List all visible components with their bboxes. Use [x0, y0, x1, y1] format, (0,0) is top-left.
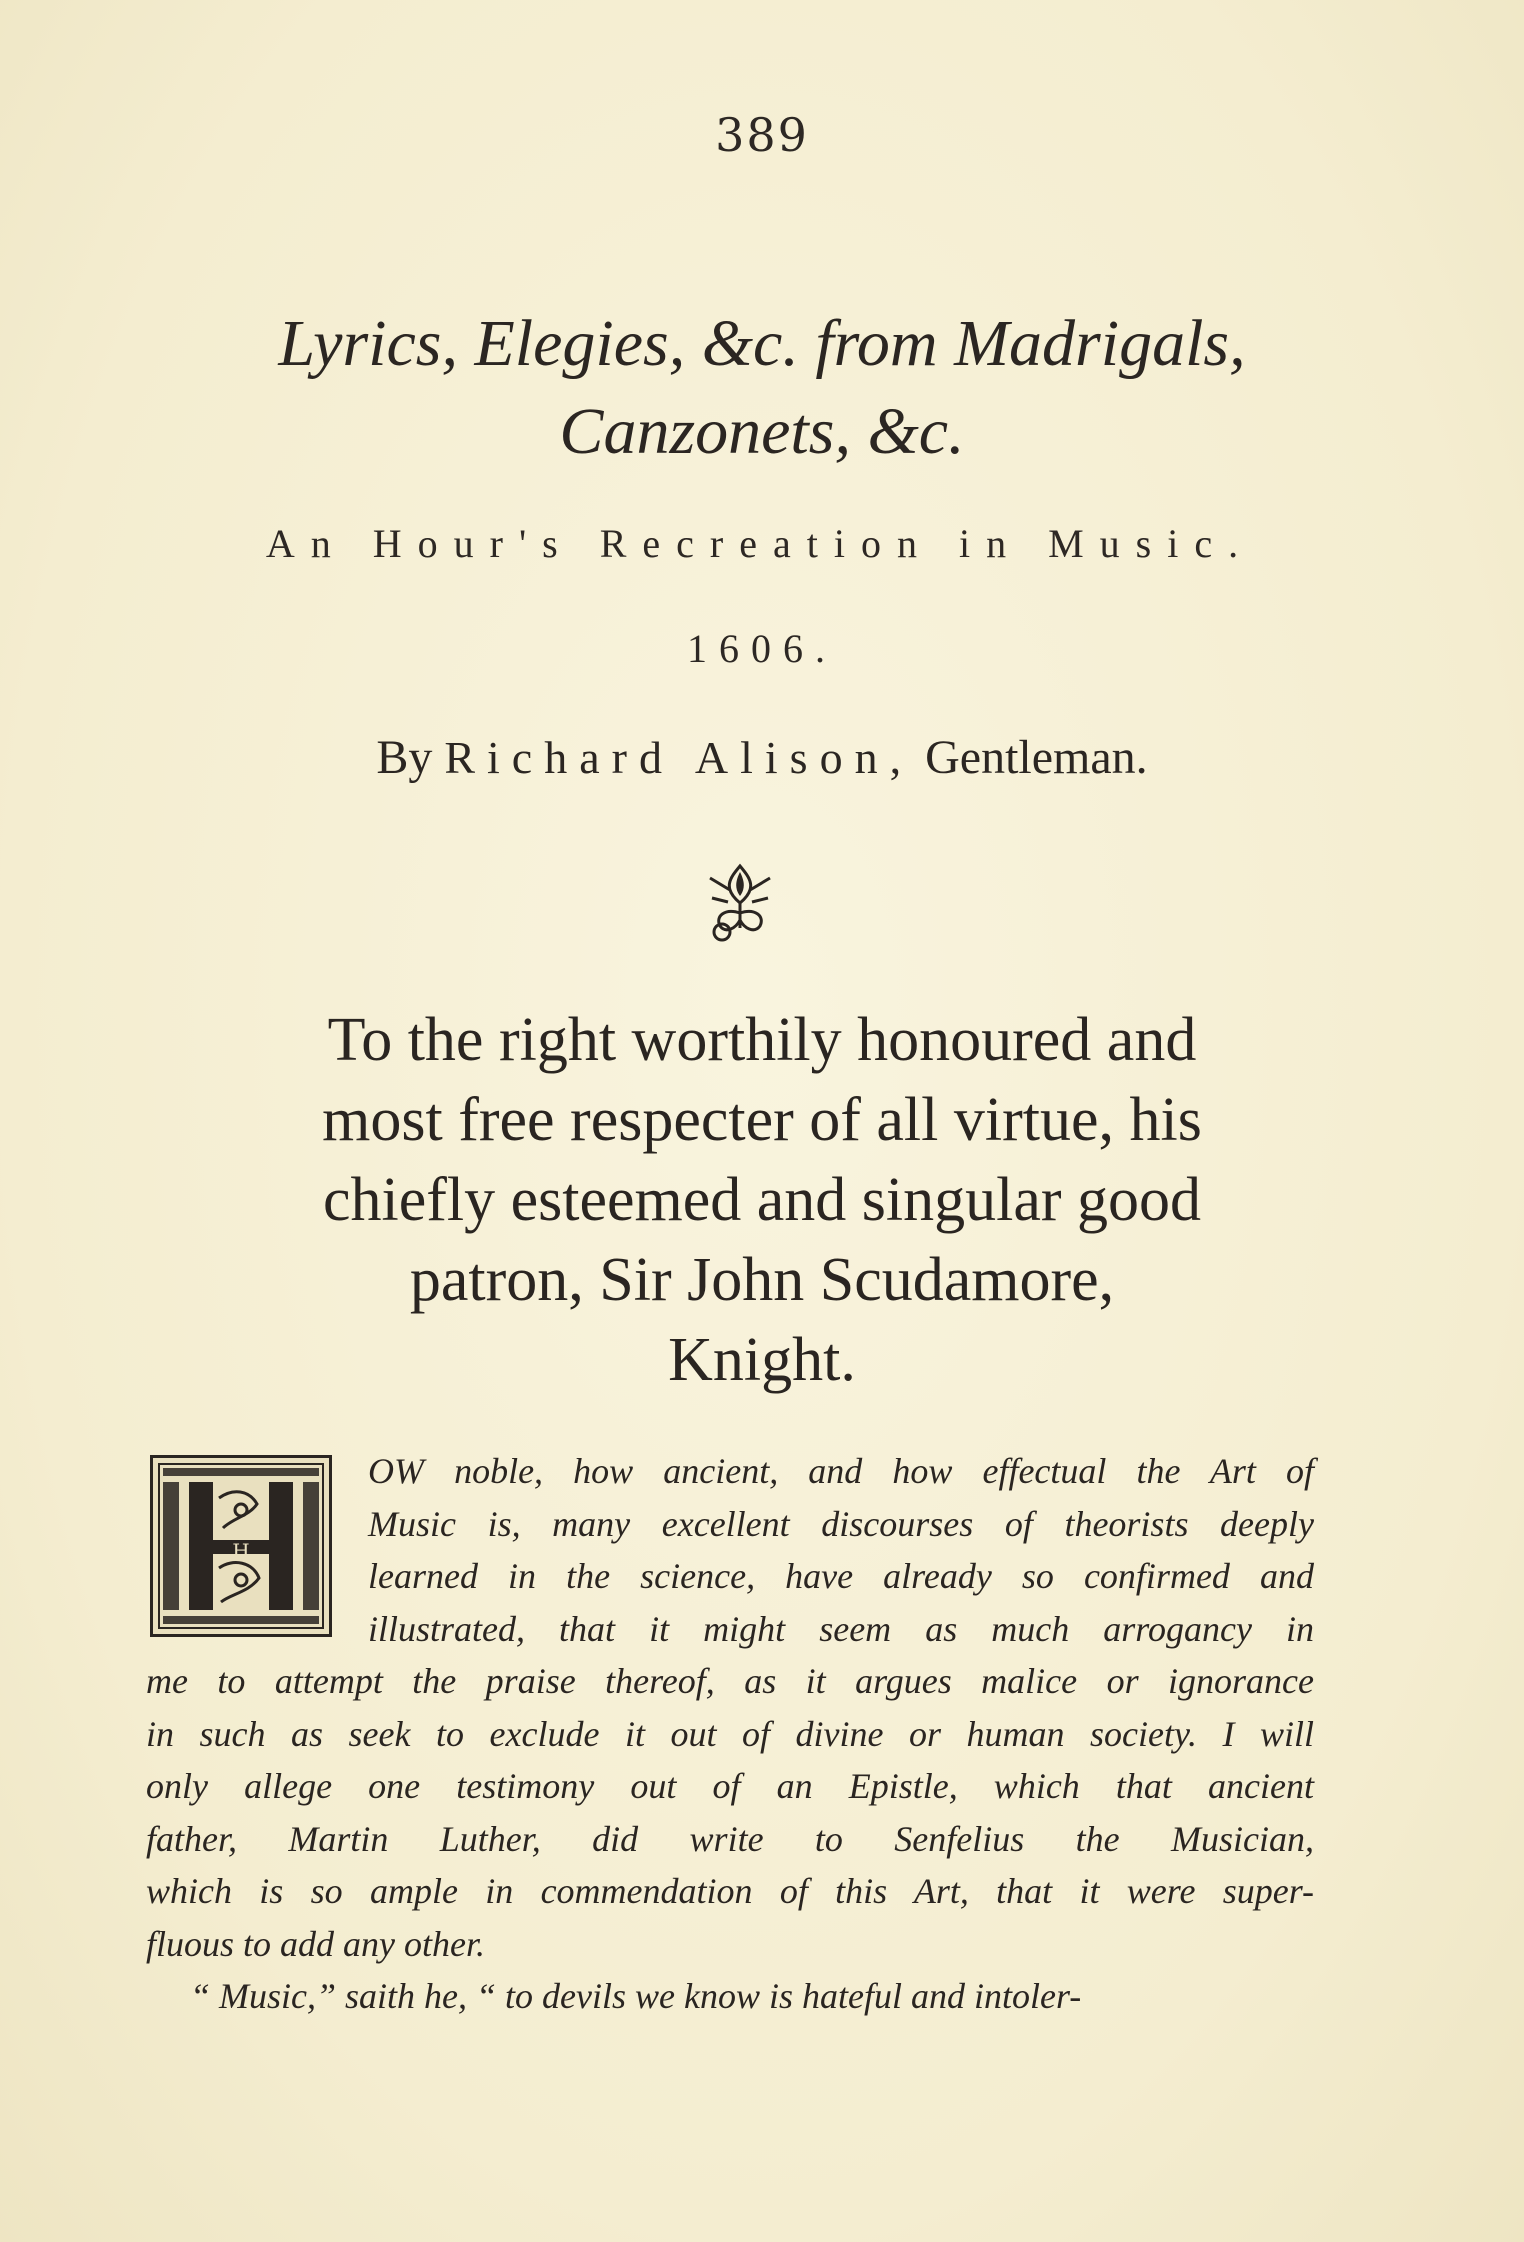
author-by: By	[376, 731, 445, 784]
title-line-2: Canzonets, &c.	[559, 395, 965, 468]
body-line-5: me to attempt the praise thereof, as it argues malice or ignorance	[146, 1661, 1314, 1701]
body-line-10: fluous to add any other.	[146, 1923, 485, 1964]
author-line	[0, 730, 1524, 785]
subtitle: An Hour's Recreation in Music.	[265, 521, 1255, 566]
body-line-1: OW noble, how ancient, and how effectual the Art of	[368, 1451, 1314, 1491]
body-line-7: only allege one testimony out of an Epistle, which that ancient	[146, 1766, 1314, 1806]
dedication-line-3: chiefly esteemed and singular good	[322, 1166, 1202, 1234]
dedication-patron-name: John Scudamore,	[687, 1246, 1115, 1314]
body-text	[146, 1445, 1314, 2023]
page-number: 389	[715, 108, 809, 162]
body-line-4: illustrated, that it might seem as much arrogancy in	[368, 1608, 1314, 1649]
dedication-line-4-pre: patron, Sir	[409, 1246, 688, 1314]
title-line-1: Lyrics, Elegies, &c. from Madrigals,	[278, 307, 1246, 380]
fleuron-ornament-icon	[700, 858, 780, 948]
dedication-line-2: most free respecter of all virtue, his	[322, 1086, 1202, 1154]
body-line-8: father, Martin Luther, did write to Senfelius the Musician,	[146, 1818, 1314, 1859]
body-line-6: in such as seek to exclude it out of divine or human society. I will	[146, 1713, 1314, 1754]
body-paragraph-2: “ Music,” saith he, “ to devils we know is hateful and intoler-	[190, 1976, 1082, 2016]
body-line-2: Music is, many excellent discourses of theorists deeply	[368, 1503, 1314, 1544]
body-line-3: learned in the science, have already so confirmed and	[368, 1556, 1314, 1596]
dedication-line-5: Knight.	[668, 1326, 856, 1394]
svg-text:H: H	[232, 1539, 250, 1563]
dedication	[150, 1000, 1374, 1400]
body-line-9: which is so ample in commendation of this Art, that it were super-	[146, 1871, 1314, 1911]
author-name: Richard Alison,	[444, 732, 914, 783]
dedication-line-1: To the right worthily honoured and	[327, 1006, 1197, 1074]
page-title	[150, 300, 1374, 476]
dedication-line-4	[150, 1240, 1374, 1320]
year: 1606.	[687, 626, 837, 671]
author-suffix: Gentleman.	[913, 731, 1148, 784]
